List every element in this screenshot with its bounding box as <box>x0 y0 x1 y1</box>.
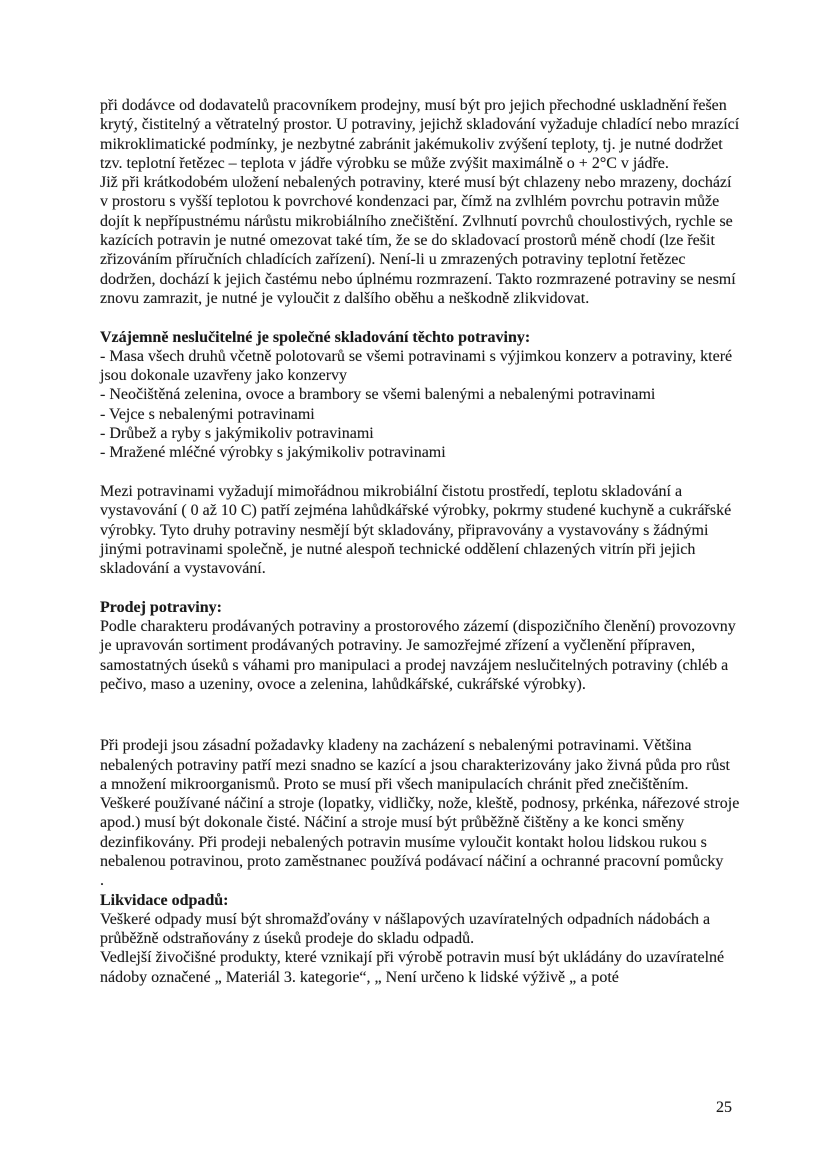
list-item-meat: - Masa všech druhů včetně polotovarů se všemi potravinami s výjimkou konzerv a potraviny, které jsou dokonale uzavřeny jako konzervy <box>100 347 733 385</box>
page-text-area <box>100 96 741 987</box>
paragraph-food-sale: Podle charakteru prodávaných potraviny a prostorového zázemí (dispozičního členění) provozovny je upravován sortiment prodávaných potraviny. Je samozřejmé zřízení a vyčlenění přípraven, samostatných úseků s váhami pro manipulaci a prodej navzájem neslučitelných potraviny (chléb a pečivo, maso a uzeniny, ovoce a zelenina, lahůdkářské, cukrářské výrobky). <box>100 618 736 693</box>
list-item-frozen-dairy: - Mražené mléčné výrobky s jakýmikoliv potravinami <box>100 444 446 462</box>
paragraph-special-foods: Mezi potravinami vyžadují mimořádnou mikrobiální čistotu prostředí, teplotu skladování a vystavování ( 0 až 10 C) patří zejména lahůdkářské výrobky, pokrmy studené kuchyně a cukrářské výrobky. Tyto druhy potraviny nesmějí být skladovány, připravovány a vystavovány s žádnými jinými potravinami společně, je nutné alespoň technické oddělení chlazených vitrín při jejich skladování a vystavování. <box>100 482 732 578</box>
paragraph-animal-byproducts: Vedlejší živočišné produkty, které vznikají při výrobě potravin musí být ukládány do uzavíratelné nádoby označené „ Materiál 3. kategorie“, „ Není určeno k lidské výživě „ a poté <box>100 949 725 986</box>
spacer <box>100 578 741 597</box>
paragraph-unpacked-food-handling: Při prodeji jsou zásadní požadavky kladeny na zacházení s nebalenými potravinami. Většina nebalených potraviny patří mezi snadno se kazící a jsou charakterizovány jako živná půda pro růst a množení mikroorganismů. Proto se musí při všech manipulacích chránit před znečištěním. Veškeré používané náčiní a stroje (lopatky, vidličky, nože, kleště, podnosy, prkénka, nářezové stroje apod.) musí být dokonale čisté. Náčiní a stroje musí být průběžně čištěny a ke konci směny dezinfikovány. Při prodeji nebalených potravin musíme vyloučit kontakt holou lidskou rukou s nebalenou potravinou, proto zaměstnanec používá podávací náčiní a ochranné pracovní pomůcky <box>100 737 740 870</box>
list-item-eggs: - Vejce s nebalenými potravinami <box>100 405 315 423</box>
paragraph-short-term-storage: Již při krátkodobém uložení nebalených potraviny, které musí být chlazeny nebo mrazeny, dochází v prostoru s vyšší teplotou k povrchové kondenzaci par, čímž na zvlhlém povrchu potravin může dojít k nepřípustnému nárůstu mikrobiálního znečištění. Zvlhnutí povrchů choulostivých, rychle se kazících potravin je nutné omezovat také tím, že se do skladovací prostorů méně chodí (lze řešit zřizováním příručních chladících zařízení). Není-li u zmrazených potraviny teplotní řetězec dodržen, dochází k jejich častému nebo úplnému rozmrazení. Takto rozmrazené potraviny se nesmí znovu zamrazit, je nutné je vyloučit z dalšího oběhu a neškodně zlikvidovat. <box>100 174 736 307</box>
page-number: 25 <box>716 1099 732 1116</box>
heading-waste-disposal: Likvidace odpadů: <box>100 891 229 909</box>
list-item-vegetables: - Neočištěná zelenina, ovoce a brambory se všemi balenými a nebalenými potravinami <box>100 386 656 404</box>
spacer <box>100 694 741 736</box>
stray-period-line: . <box>100 872 104 890</box>
spacer <box>100 463 741 482</box>
paragraph-delivery-storage: při dodávce od dodavatelů pracovníkem prodejny, musí být pro jejich přechodné uskladnění řešen krytý, čistitelný a větratelný prostor. U potraviny, jejichž skladování vyžaduje chladící nebo mrazící mikroklimatické podmínky, je nezbytné zabránit jakémukoliv zvýšení teploty, tj. je nutné dodržet tzv. teplotní řetězec – teplota v jádře výrobku se může zvýšit maximálně o + 2°C v jádře. <box>100 97 740 172</box>
list-incompatible-foods <box>100 347 741 463</box>
spacer <box>100 308 741 327</box>
list-item-poultry-fish: - Drůbež a ryby s jakýmikoliv potravinami <box>100 425 374 443</box>
paragraph-waste-collection: Veškeré odpady musí být shromažďovány v nášlapových uzavíratelných odpadních nádobách a průběžně odstraňovány z úseků prodeje do skladu odpadů. <box>100 910 711 948</box>
heading-incompatible-storage: Vzájemně neslučitelné je společné skladování těchto potraviny: <box>100 328 531 346</box>
heading-food-sale: Prodej potraviny: <box>100 598 222 616</box>
